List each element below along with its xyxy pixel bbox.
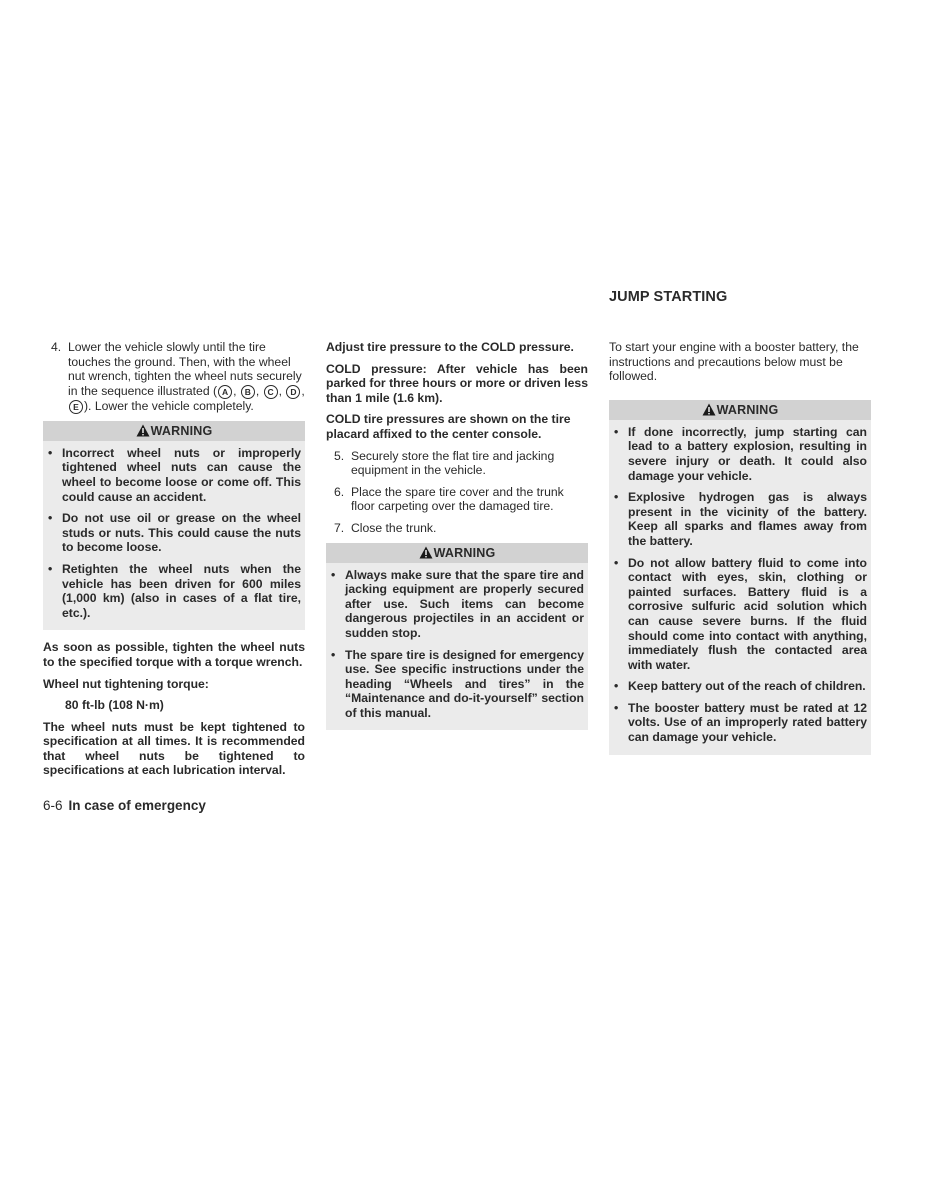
step-number: 4. xyxy=(51,340,62,354)
paragraph: COLD tire pressures are shown on the tire placard affixed to the center console. xyxy=(326,412,571,441)
circle-label-a: A xyxy=(218,385,232,399)
warning-header xyxy=(43,421,305,441)
step-text-b: ). Lower the vehicle completely. xyxy=(84,398,254,413)
warning-item: • If done incorrectly, jump starting can lead to a battery explosion, resulting in severe injury or death. It could also damage your vehicle. xyxy=(614,424,867,483)
warning-item: • The spare tire is designed for emergency use. See specific instructions under the heading “Wheels and tires” in the “Maintenance and do-it-yourself” section of this manual. xyxy=(331,647,584,720)
warning-label: WARNING xyxy=(716,402,779,417)
warning-body xyxy=(326,563,588,731)
column-1 xyxy=(43,340,305,785)
circle-label-c: C xyxy=(264,385,278,399)
warning-item: • Incorrect wheel nuts or improperly tightened wheel nuts can cause the wheel to become loose or come off. This could cause an accident. xyxy=(48,445,301,504)
circle-label-d: D xyxy=(286,385,300,399)
page-footer xyxy=(43,798,206,813)
torque-label: Wheel nut tightening torque: xyxy=(43,676,209,691)
warning-item: • Keep battery out of the reach of children. xyxy=(614,679,866,694)
paragraph: Adjust tire pressure to the COLD pressure. xyxy=(326,340,574,354)
warning-body xyxy=(609,420,871,755)
circle-label-b: B xyxy=(241,385,255,399)
step-7: 7. Close the trunk. xyxy=(334,520,437,535)
chapter-title: In case of emergency xyxy=(68,798,206,813)
warning-item: • Do not allow battery fluid to come into contact with eyes, skin, clothing or painted surfaces. Battery fluid is a corrosive sulfuric acid solution which can cause severe burns. If the fluid should come into contact with anything, immediately flush the contacted area with water. xyxy=(614,555,867,672)
warning-box xyxy=(609,400,871,755)
warning-item: • Retighten the wheel nuts when the vehicle has been driven for 600 miles (1,000 km) (also in cases of a flat tire, etc.). xyxy=(48,561,301,620)
warning-item: • Explosive hydrogen gas is always present in the vicinity of the battery. Keep all sparks and flames away from the battery. xyxy=(614,490,867,548)
column-2 xyxy=(326,340,588,740)
step-5: 5. Securely store the flat tire and jacking equipment in the vehicle. xyxy=(334,448,555,478)
warning-item: • Always make sure that the spare tire and jacking equipment are properly secured after use. Such items can become dangerous projectiles in an accident or sudden stop. xyxy=(331,567,584,640)
warning-item: • The booster battery must be rated at 12 volts. Use of an improperly rated battery can damage your vehicle. xyxy=(614,700,867,745)
step-4: 4. Lower the vehicle slowly until the tire touches the ground. Then, with the wheel nut wrench, tighten the wheel nuts securely in the sequence illustrated ( A , B , C , D , E ). Lower the vehicle completely. xyxy=(51,340,305,413)
warning-body xyxy=(43,441,305,631)
paragraph: The wheel nuts must be kept tightened to specification at all times. It is recommended that wheel nuts be tightened to specifications at each lubrication interval. xyxy=(43,719,305,778)
warning-triangle-icon xyxy=(419,545,433,565)
warning-item: • Do not use oil or grease on the wheel studs or nuts. This could cause the nuts to become loose. xyxy=(48,511,301,555)
section-heading: JUMP STARTING xyxy=(609,289,728,305)
intro-paragraph: To start your engine with a booster battery, the instructions and precautions below must be followed. xyxy=(609,340,859,384)
page-number: 6-6 xyxy=(43,798,63,813)
warning-label: WARNING xyxy=(433,545,496,560)
warning-header xyxy=(326,543,588,563)
warning-triangle-icon xyxy=(136,423,150,443)
torque-value: 80 ft-lb (108 N·m) xyxy=(65,698,164,713)
warning-box xyxy=(326,543,588,731)
step-6: 6. Place the spare tire cover and the trunk floor carpeting over the damaged tire. xyxy=(334,484,564,514)
warning-box xyxy=(43,421,305,631)
warning-triangle-icon xyxy=(702,402,716,422)
step-text-a: Lower the vehicle slowly until the tire touches the ground. Then, with the wheel nut wrench, tighten the wheel nuts securely in the sequence illustrated ( xyxy=(68,340,302,398)
warning-header xyxy=(609,400,871,420)
paragraph: COLD pressure: After vehicle has been parked for three hours or more or driven less than 1 mile (1.6 km). xyxy=(326,361,588,405)
warning-label: WARNING xyxy=(150,423,213,438)
circle-label-e: E xyxy=(69,400,83,414)
column-3 xyxy=(609,340,871,765)
paragraph: As soon as possible, tighten the wheel nuts to the specified torque with a torque wrench. xyxy=(43,640,305,669)
